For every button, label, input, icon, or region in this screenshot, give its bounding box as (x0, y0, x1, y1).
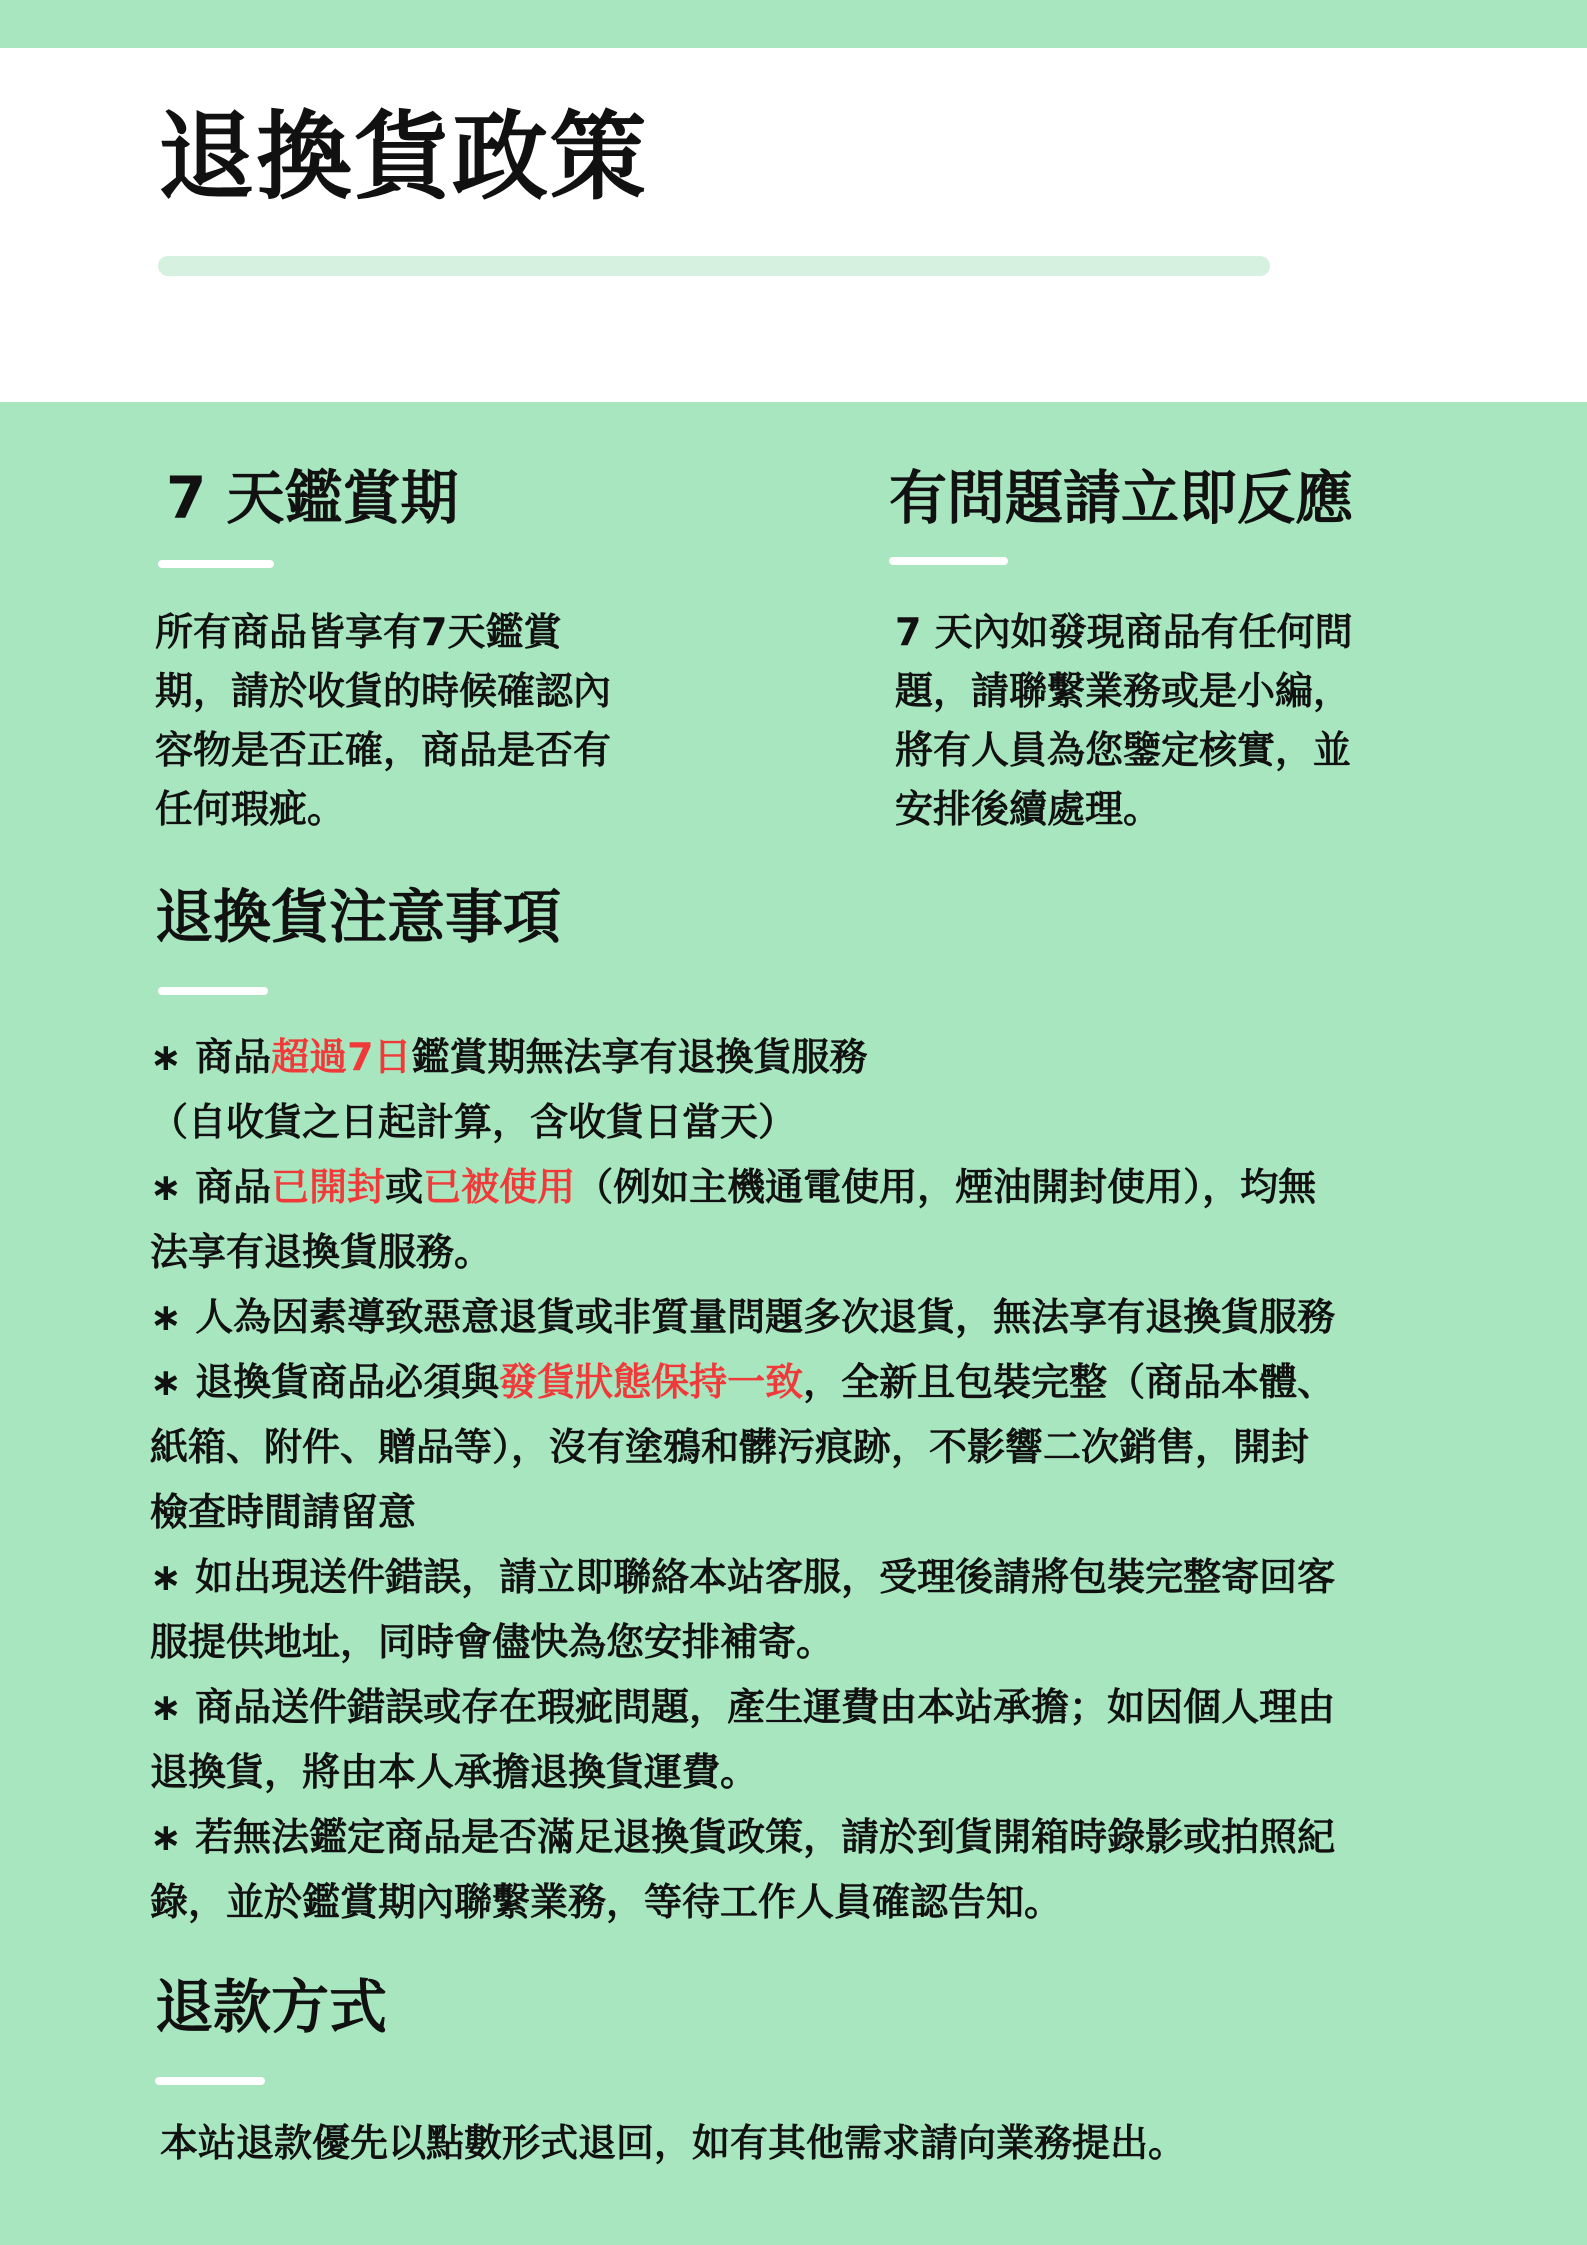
note-text: 鑑賞期無法享有退換貨服務 (411, 1035, 868, 1079)
note-line: 服提供地址，同時會儘快為您安排補寄。 (150, 1620, 835, 1664)
note-line: 法享有退換貨服務。 (150, 1230, 493, 1274)
refund-body: 本站退款優先以點數形式退回，如有其他需求請向業務提出。 (160, 2121, 1187, 2165)
refund-heading-underline (155, 2077, 265, 2085)
trial-body-line: 容物是否正確，商品是否有 (155, 728, 612, 772)
note-highlight: 已被使用 (423, 1165, 576, 1209)
note-line: 檢查時間請留意 (150, 1490, 417, 1534)
note-item: ∗ 若無法鑑定商品是否滿足退換貨政策，請於到貨開箱時錄影或拍照紀 (150, 1815, 1336, 1859)
note-line: 退換貨，將由本人承擔退換貨運費。 (150, 1750, 759, 1794)
trial-body-line: 所有商品皆享有7天鑑賞 (155, 610, 562, 654)
note-item: ∗ 商品送件錯誤或存在瑕疵問題，產生運費由本站承擔；如因個人理由 (150, 1685, 1336, 1729)
notes-heading-underline (158, 987, 268, 995)
note-line: 紙箱、附件、贈品等），沒有塗鴉和髒污痕跡，不影響二次銷售，開封 (150, 1425, 1310, 1469)
trial-body-line: 期，請於收貨的時候確認內 (155, 669, 612, 713)
notes-heading: 退換貨注意事項 (155, 883, 562, 951)
feedback-body-line: 將有人員為您鑒定核實，並 (895, 728, 1352, 772)
title-underline-bar (158, 256, 1270, 276)
refund-heading: 退款方式 (155, 1973, 388, 2041)
note-item (150, 1350, 1450, 1415)
trial-body-line: 任何瑕疵。 (155, 787, 346, 831)
note-highlight: 已開封 (271, 1165, 386, 1209)
note-text: ，全新且包裝完整（商品本體、 (803, 1360, 1336, 1404)
note-highlight: 發貨狀態保持一致 (499, 1360, 804, 1404)
top-band (0, 0, 1587, 48)
note-highlight: 超過7日 (271, 1035, 412, 1079)
note-item (150, 1025, 1450, 1090)
trial-body (155, 603, 715, 839)
note-line: 錄，並於鑑賞期內聯繫業務，等待工作人員確認告知。 (150, 1880, 1063, 1924)
notes-list (150, 1025, 1450, 1935)
trial-heading: 7 天鑑賞期 (166, 464, 459, 532)
trial-heading-underline (158, 560, 274, 568)
note-text: 或 (385, 1165, 424, 1209)
note-text: ∗ 商品 (150, 1165, 272, 1209)
feedback-body-line: 安排後續處理。 (895, 787, 1162, 831)
feedback-body-line: 7 天內如發現商品有任何問 (895, 610, 1353, 654)
feedback-body-line: 題，請聯繫業務或是小編， (895, 669, 1352, 713)
note-text: ∗ 退換貨商品必須與 (150, 1360, 500, 1404)
page-title: 退換貨政策 (158, 101, 648, 213)
note-item: ∗ 人為因素導致惡意退貨或非質量問題多次退貨，無法享有退換貨服務 (150, 1295, 1336, 1339)
note-subline: （自收貨之日起計算，含收貨日當天） (150, 1100, 797, 1144)
note-item (150, 1155, 1450, 1220)
feedback-heading-underline (889, 557, 1008, 565)
feedback-body (895, 603, 1455, 839)
note-item: ∗ 如出現送件錯誤，請立即聯絡本站客服，受理後請將包裝完整寄回客 (150, 1555, 1336, 1599)
note-text: （例如主機通電使用，煙油開封使用），均無 (575, 1165, 1317, 1209)
note-text: ∗ 商品 (150, 1035, 272, 1079)
feedback-heading: 有問題請立即反應 (889, 464, 1354, 532)
